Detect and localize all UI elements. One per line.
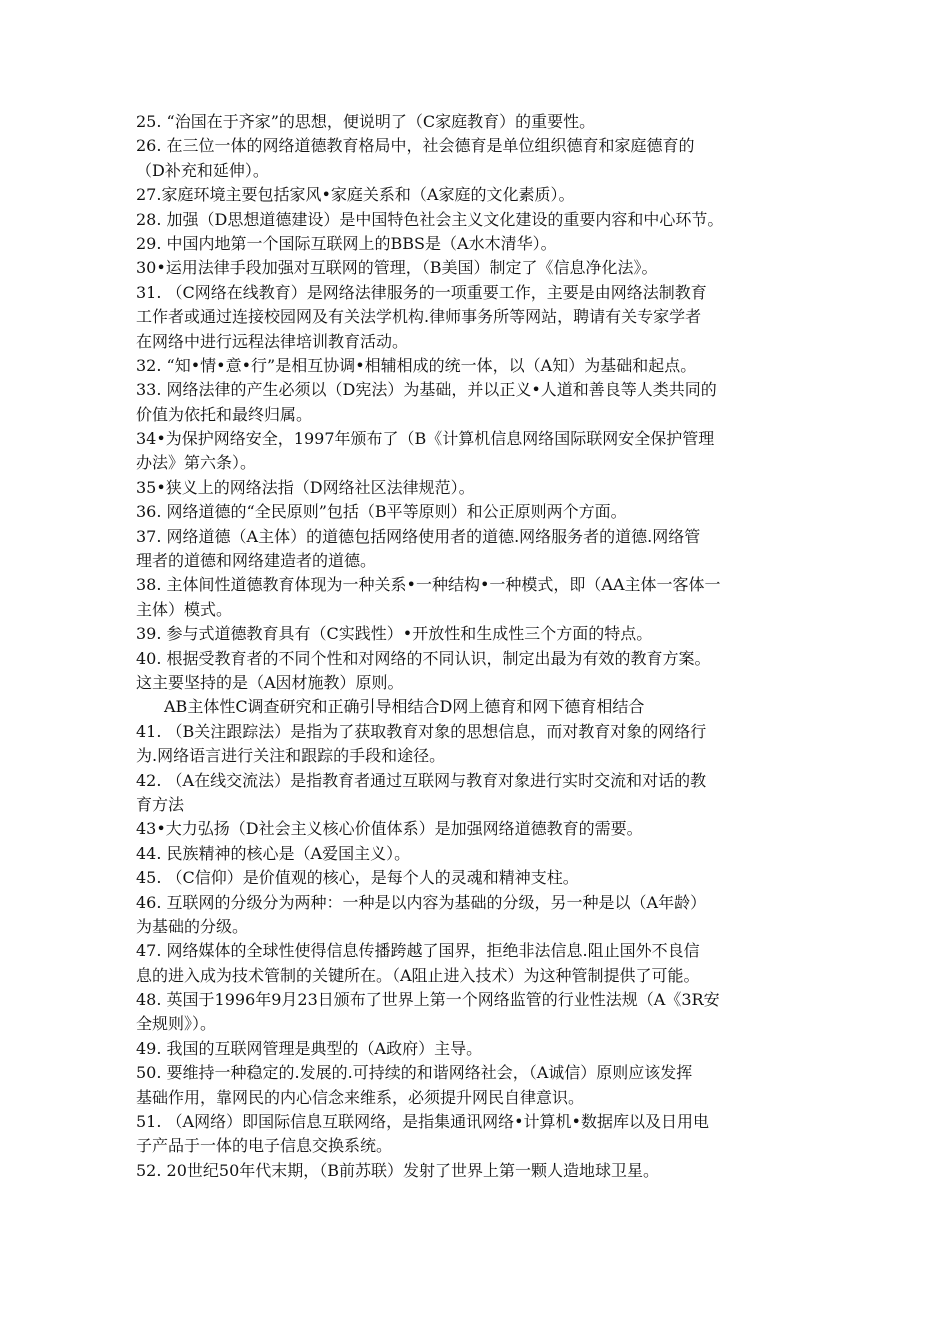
text-line: 52. 20世纪50年代末期，（B前苏联）发射了世界上第一颗人造地球卫星。 (136, 1160, 660, 1180)
text-line: 工作者或通过连接校园网及有关法学机构.律师事务所等网站，聘请有关专家学者 (136, 307, 702, 327)
text-body (136, 110, 826, 1183)
text-line: 29. 中国内地第一个国际互联网上的BBS是（A水木清华）。 (136, 233, 557, 253)
text-line: 42. （A在线交流法）是指教育者通过互联网与教育对象进行实时交流和对话的教 (136, 770, 707, 790)
text-line: 育方法 (136, 794, 185, 814)
text-line: 27.家庭环境主要包括家风•家庭关系和（A家庭的文化素质）。 (136, 185, 575, 205)
text-line: 37. 网络道德（A主体）的道德包括网络使用者的道德.网络服务者的道德.网络管 (136, 526, 701, 546)
text-line: 子产品于一体的电子信息交换系统。 (136, 1136, 393, 1156)
text-line: 基础作用，靠网民的内心信念来维系，必须提升网民自律意识。 (136, 1087, 585, 1107)
text-line: 32. “知•情•意•行”是相互协调•相辅相成的统一体，以（A知）为基础和起点。 (136, 355, 697, 375)
text-line: （D补充和延伸）。 (136, 160, 269, 180)
text-line: 46. 互联网的分级分为两种：一种是以内容为基础的分级，另一种是以（A年龄） (136, 892, 707, 912)
text-line: 价值为依托和最终归属。 (136, 404, 313, 424)
text-line: 45. （C信仰）是价值观的核心，是每个人的灵魂和精神支柱。 (136, 868, 579, 888)
text-line: 39. 参与式道德教育具有（C实践性）•开放性和生成性三个方面的特点。 (136, 624, 653, 644)
text-line: 25. “治国在于齐家”的思想，便说明了（C家庭教育）的重要性。 (136, 112, 596, 131)
text-line: 43•大力弘扬（D社会主义核心价值体系）是加强网络道德教育的需要。 (136, 819, 643, 839)
text-line: 在网络中进行远程法律培训教育活动。 (136, 331, 409, 351)
text-line: 息的进入成为技术管制的关键所在。（A阻止进入技术）为这种管制提供了可能。 (136, 965, 700, 985)
text-line: 33. 网络法律的产生必须以（D宪法）为基础，并以正义•人道和善良等人类共同的 (136, 380, 717, 400)
text-line: 34•为保护网络安全，1997年颁布了（B《计算机信息网络国际联网安全保护管理 (136, 429, 715, 449)
text-line: 28. 加强（D思想道德建设）是中国特色社会主义文化建设的重要内容和中心环节。 (136, 209, 724, 229)
text-line: 26. 在三位一体的网络道德教育格局中，社会德育是单位组织德育和家庭德育的 (136, 136, 695, 156)
text-line: 38. 主体间性道德教育体现为一种关系•一种结构•一种模式，即（AA主体一客体一 (136, 575, 721, 595)
text-line: 31. （C网络在线教育）是网络法律服务的一项重要工作，主要是由网络法制教育 (136, 282, 707, 302)
text-line: 这主要坚持的是（A因材施教）原则。 (136, 672, 404, 692)
text-line: 41. （B关注跟踪法）是指为了获取教育对象的思想信息，而对教育对象的网络行 (136, 721, 707, 741)
document-page (136, 110, 826, 1183)
text-line: 35•狭义上的网络法指（D网络社区法律规范）。 (136, 477, 475, 497)
text-line: AB主体性C调查研究和正确引导相结合D网上德育和网下德育相结合 (164, 697, 645, 717)
text-line: 办法》第六条）。 (136, 453, 257, 473)
text-line: 全规则》）。 (136, 1014, 217, 1034)
text-line: 47. 网络媒体的全球性使得信息传播跨越了国界，拒绝非法信息.阻止国外不良信 (136, 941, 700, 961)
text-line: 为.网络语言进行关注和跟踪的手段和途径。 (136, 746, 446, 766)
text-line: 主体）模式。 (136, 599, 233, 619)
text-line: 44. 民族精神的核心是（A爱国主义）。 (136, 843, 411, 863)
text-line: 49. 我国的互联网管理是典型的（A政府）主导。 (136, 1038, 483, 1058)
text-line: 30•运用法律手段加强对互联网的管理，（B美国）制定了《信息净化法》。 (136, 258, 658, 278)
text-line: 36. 网络道德的“全民原则”包括（B平等原则）和公正原则两个方面。 (136, 502, 627, 522)
text-line: 50. 要维持一种稳定的.发展的.可持续的和谐网络社会，（A诚信）原则应该发挥 (136, 1063, 693, 1083)
text-line: 48. 英国于1996年9月23日颁布了世界上第一个网络监管的行业性法规（A《3R安 (136, 990, 720, 1010)
text-line: 40. 根据受教育者的不同个性和对网络的不同认识，制定出最为有效的教育方案。 (136, 648, 711, 668)
text-line: 理者的道德和网络建造者的道德。 (136, 551, 377, 571)
text-line: 为基础的分级。 (136, 916, 249, 936)
text-line: 51. （A网络）即国际信息互联网络，是指集通讯网络•计算机•数据库以及日用电 (136, 1112, 709, 1132)
